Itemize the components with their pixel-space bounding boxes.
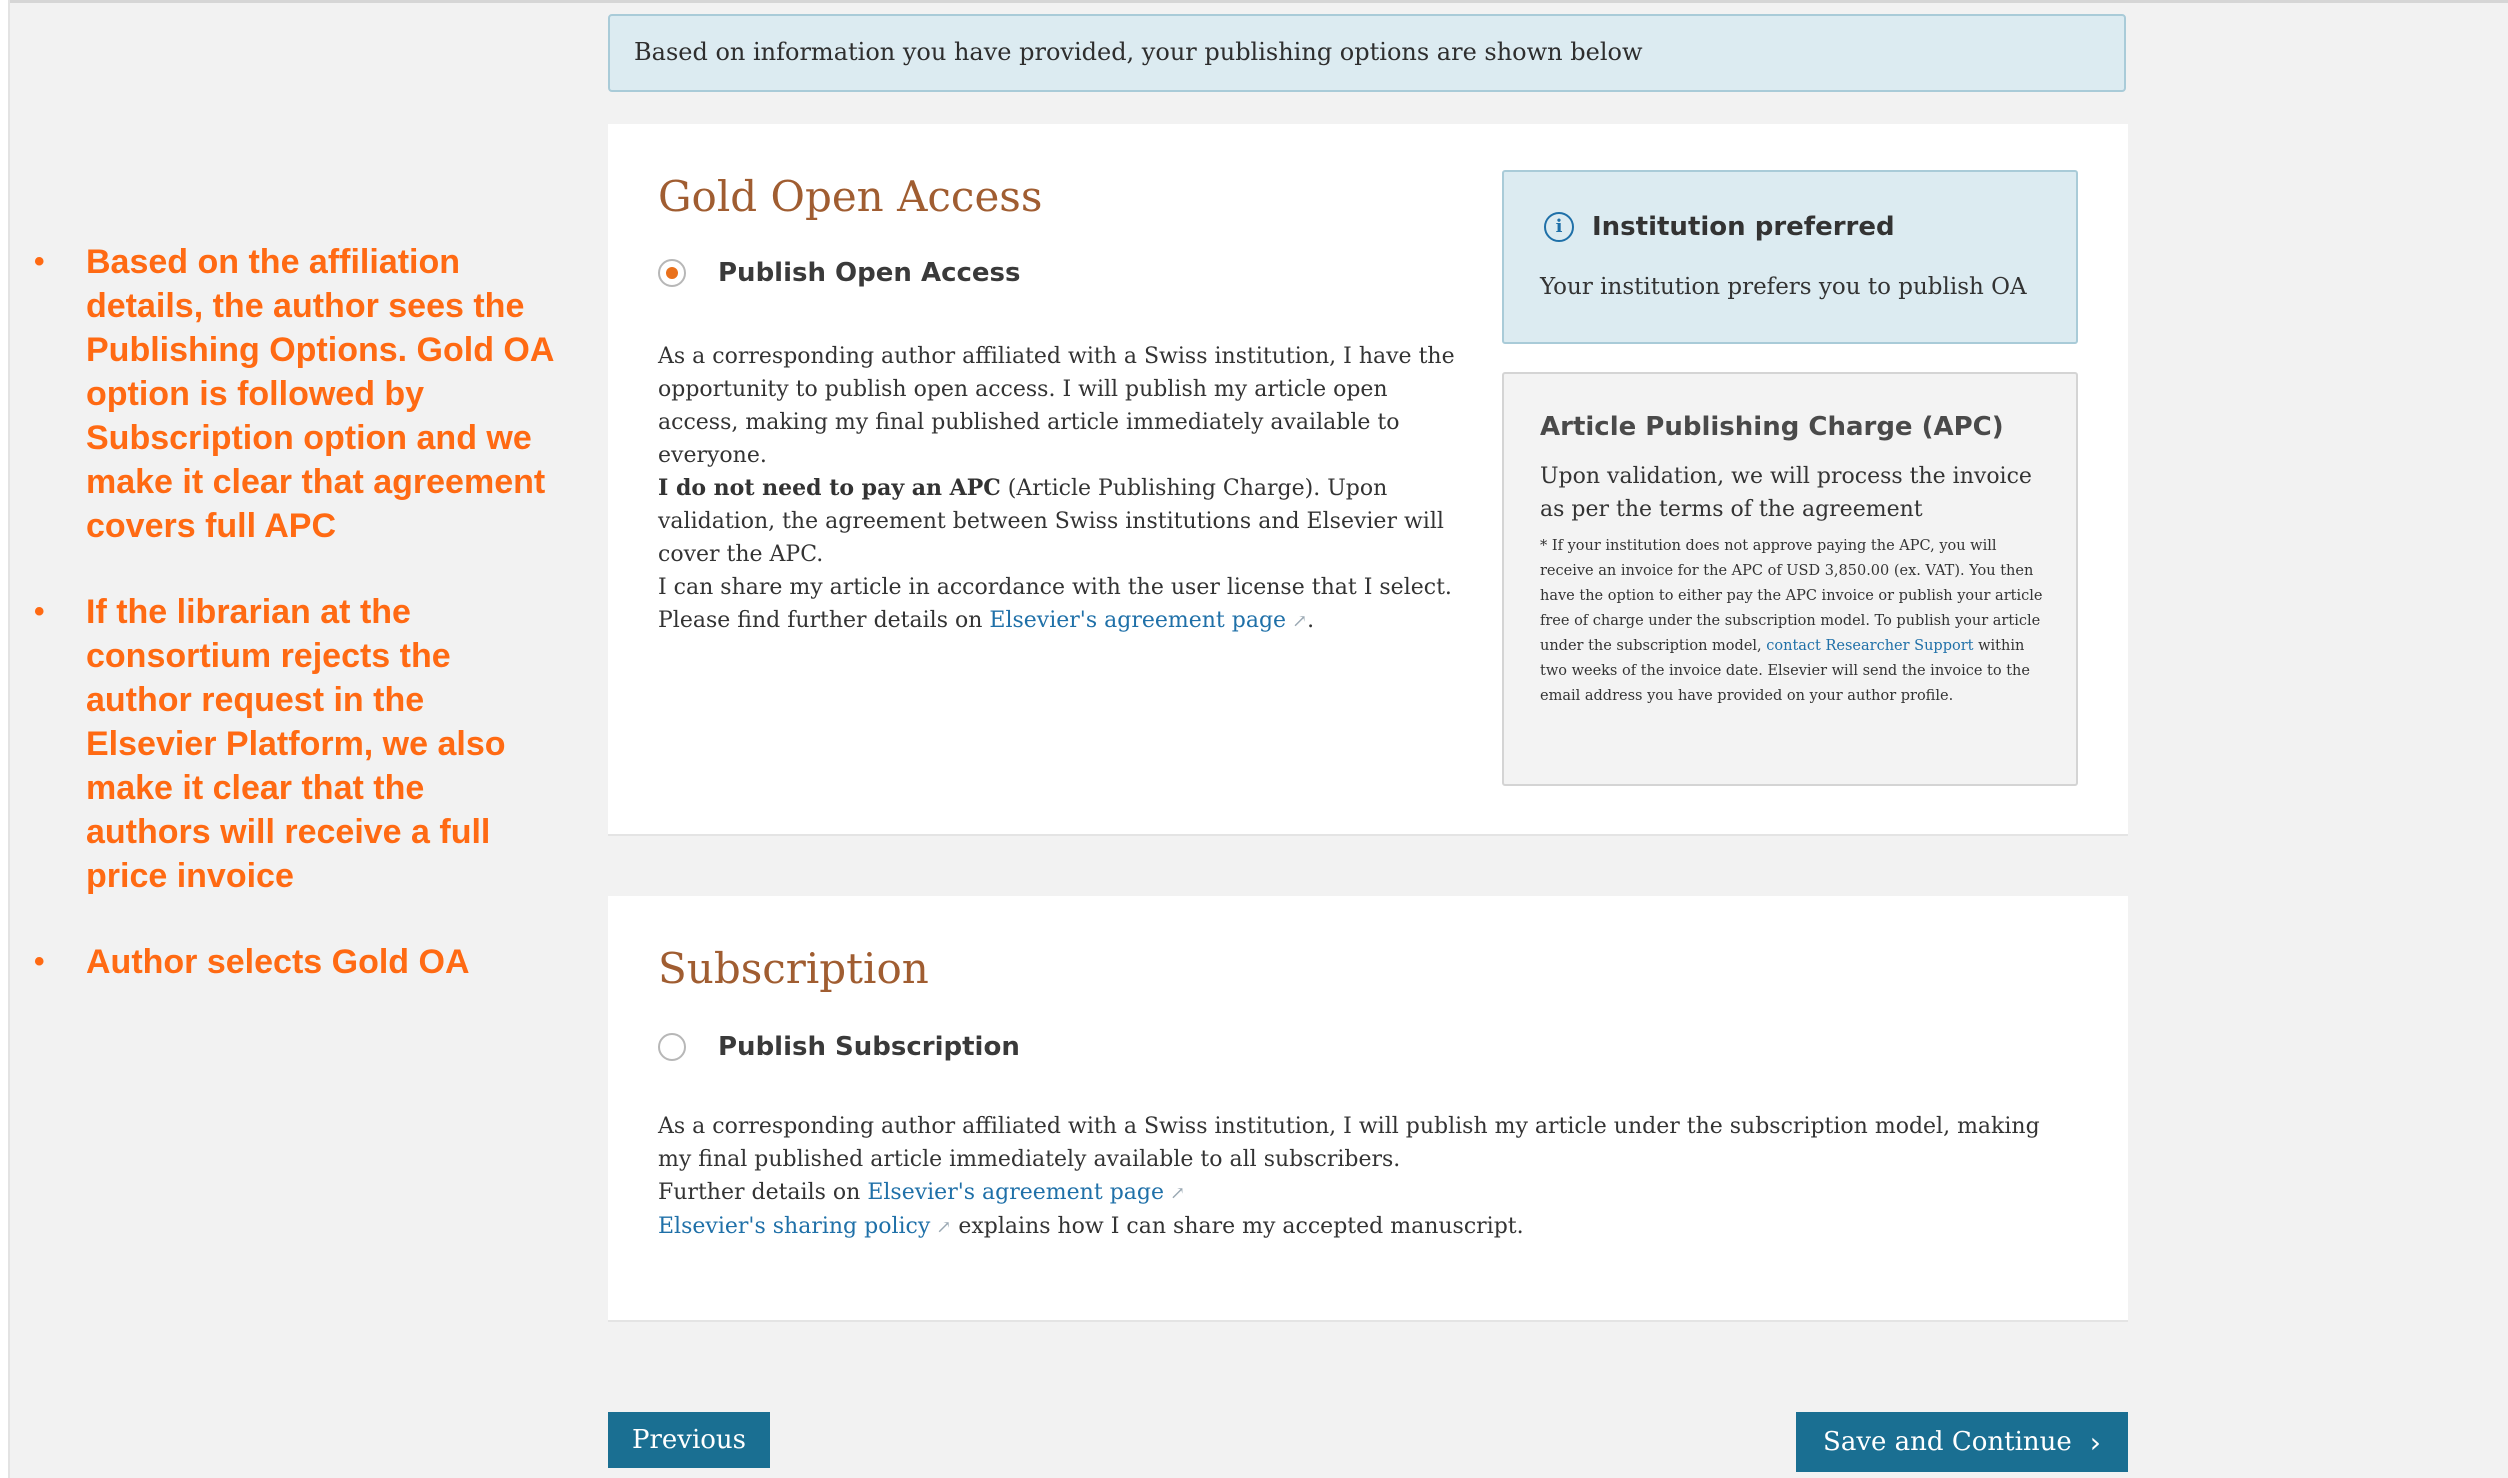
institution-preferred-title: Institution preferred	[1592, 212, 1895, 242]
publish-subscription-radio[interactable]	[658, 1033, 686, 1061]
publish-subscription-label[interactable]: Publish Subscription	[718, 1032, 1020, 1062]
contact-researcher-support-link[interactable]: contact Researcher Support	[1766, 638, 1974, 654]
institution-preferred-panel	[1502, 170, 2078, 344]
info-banner-text: Based on information you have provided, your publishing options are shown below	[634, 38, 1643, 66]
previous-button[interactable]: Previous	[608, 1412, 770, 1468]
gold-paragraph-3-prefix: I can share my article in accordance with the user license that I select. Please find further details on	[658, 575, 1452, 633]
publish-open-access-radio[interactable]	[658, 259, 686, 287]
gold-paragraph-2-rest: (Article Publishing Charge). Upon validation, the agreement between Swiss institutions and Elsevier will cover the APC.	[658, 476, 1444, 567]
gold-paragraph-3	[658, 571, 1458, 638]
save-and-continue-button[interactable]	[1796, 1412, 2128, 1472]
annotation-note: • Based on the affiliation details, the author sees the Publishing Options. Gold OA option is followed by Subscription option and we make it clear that agreement covers full APC	[34, 240, 554, 548]
apc-footnote	[1540, 534, 2050, 709]
sharing-policy-link[interactable]: Elsevier's sharing policy	[658, 1214, 931, 1239]
agreement-page-link[interactable]: Elsevier's agreement page	[989, 608, 1287, 633]
gold-description	[658, 340, 1458, 638]
gold-paragraph-2	[658, 472, 1458, 571]
apc-footnote-prefix: * If your institution does not approve paying the APC, you will receive an invoice for the APC of USD 3,850.00 (ex. VAT). You then have the option to either pay the APC invoice or publish your article free of charge under the subscription model. To publish your article under the subscription model,	[1540, 538, 2043, 654]
external-link-icon: ↗	[936, 1217, 952, 1238]
annotation-note: • If the librarian at the consortium rejects the author request in the Elsevier Platform, we also make it clear that the authors will receive a full price invoice	[34, 590, 554, 898]
subscription-paragraph-1: As a corresponding author affiliated with a Swiss institution, I will publish my article under the subscription model, making my final published article immediately available to all subscribers.	[658, 1114, 2040, 1172]
gold-paragraph-3-suffix: .	[1307, 608, 1315, 633]
info-circle-icon: i	[1544, 212, 1574, 242]
subscription-paragraph-2-prefix: Further details on	[658, 1180, 868, 1205]
gold-open-access-title: Gold Open Access	[658, 172, 1043, 221]
annotation-note: • Author selects Gold OA	[34, 940, 554, 984]
subscription-paragraph-3	[658, 1210, 2058, 1244]
external-link-icon: ↗	[1292, 611, 1308, 632]
institution-preferred-heading	[1544, 212, 1895, 242]
chevron-right-icon: ›	[2089, 1425, 2101, 1459]
external-link-icon: ↗	[1170, 1183, 1186, 1204]
apc-title: Article Publishing Charge (APC)	[1540, 412, 2004, 442]
gold-paragraph-1: As a corresponding author affiliated with a Swiss institution, I have the opportunity to publish open access. I will publish my article open access, making my final published article immediately available to everyone.	[658, 344, 1455, 468]
apc-footnote-suffix: within two weeks of the invoice date. Elsevier will send the invoice to the email address you have provided on your author profile.	[1540, 638, 2030, 704]
window-left-edge	[0, 0, 10, 1478]
info-banner	[608, 14, 2126, 92]
subscription-agreement-page-link[interactable]: Elsevier's agreement page	[867, 1180, 1164, 1205]
apc-text: Upon validation, we will process the invoice as per the terms of the agreement	[1540, 464, 2032, 522]
apc-panel	[1502, 372, 2078, 786]
publish-subscription-option[interactable]	[658, 1032, 1020, 1062]
publish-open-access-label[interactable]: Publish Open Access	[718, 258, 1021, 288]
no-apc-statement: I do not need to pay an APC	[658, 475, 1001, 501]
gold-open-access-card	[608, 124, 2128, 836]
save-and-continue-label: Save and Continue	[1823, 1427, 2072, 1457]
institution-preferred-text: Your institution prefers you to publish OA	[1540, 274, 2027, 300]
annotation-notes	[34, 240, 554, 1026]
window-top-edge	[0, 0, 2508, 3]
subscription-paragraph-3-suffix: explains how I can share my accepted manuscript.	[951, 1214, 1524, 1239]
subscription-title: Subscription	[658, 944, 929, 993]
subscription-card	[608, 896, 2128, 1322]
publish-open-access-option[interactable]	[658, 258, 1020, 288]
subscription-paragraph-2	[658, 1176, 2058, 1210]
subscription-description	[658, 1110, 2058, 1244]
